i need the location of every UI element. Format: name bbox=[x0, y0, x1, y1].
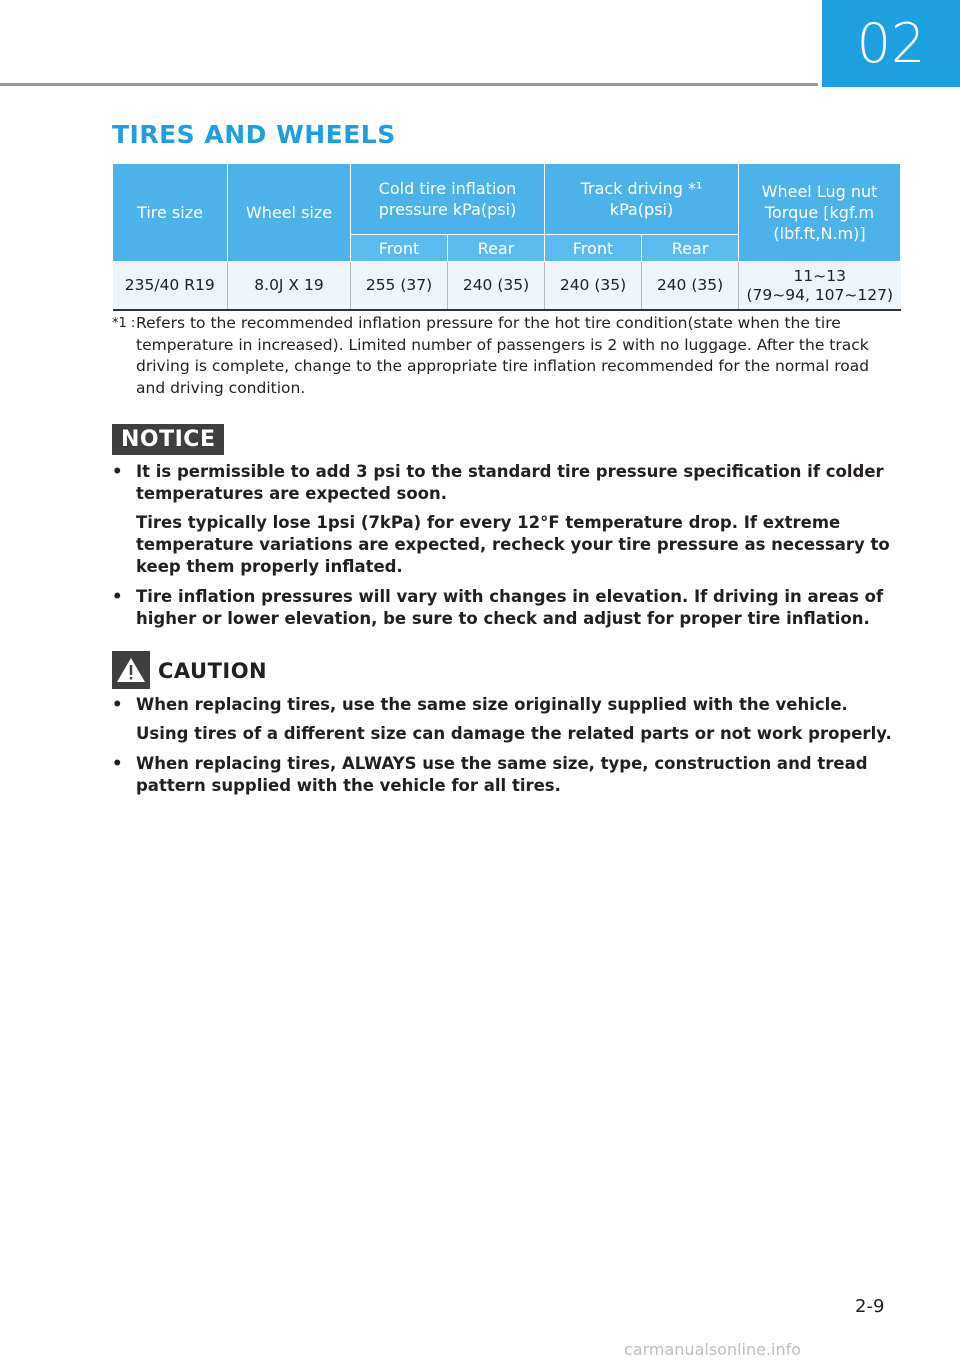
caution-list bbox=[112, 694, 902, 805]
header-lug-nut-torque: Wheel Lug nut Torque [kgf.m (lbf.ft,N.m)] bbox=[739, 164, 901, 262]
header-wheel-size: Wheel size bbox=[228, 164, 351, 262]
torque-lbf-nm: (79~94, 107~127) bbox=[746, 285, 894, 304]
cell-tire-size: 235/40 R19 bbox=[113, 262, 228, 311]
tire-spec-table bbox=[112, 163, 901, 311]
caution-title: CAUTION bbox=[158, 659, 268, 683]
list-item bbox=[112, 586, 902, 630]
bullet-icon: • bbox=[112, 695, 123, 714]
footnote-mark: *1 : bbox=[112, 316, 136, 331]
header-cold-front: Front bbox=[351, 235, 448, 262]
header-cold-tire: Cold tire inflation pressure kPa(psi) bbox=[351, 164, 545, 235]
bullet-icon: • bbox=[112, 587, 123, 606]
bullet-icon: • bbox=[112, 754, 123, 773]
notice-badge: NOTICE bbox=[112, 424, 224, 455]
header-rule bbox=[0, 83, 818, 86]
footnote-text: Refers to the recommended inflation pressure for the hot tire condition(state when the tire temperature in increased). Limited number of passengers is 2 with no luggage. After the track driving is complete, change to the appropriate tire inflation recommended for the normal road and driving condition. bbox=[136, 314, 870, 397]
bullet-icon: • bbox=[112, 462, 123, 481]
notice-item-2: Tire inflation pressures will vary with changes in elevation. If driving in areas of higher or lower elevation, be sure to check and adjust for proper tire inflation. bbox=[136, 587, 884, 628]
header-track-front: Front bbox=[545, 235, 642, 262]
list-item bbox=[112, 753, 902, 797]
cell-cold-front: 255 (37) bbox=[351, 262, 448, 311]
section-title: TIRES AND WHEELS bbox=[112, 120, 396, 149]
list-item bbox=[112, 694, 902, 745]
table-row bbox=[113, 262, 901, 311]
caution-item-1: When replacing tires, use the same size originally supplied with the vehicle. bbox=[136, 695, 848, 714]
watermark: carmanualsonline.info bbox=[624, 1340, 802, 1359]
footnote bbox=[112, 313, 902, 399]
cell-track-rear: 240 (35) bbox=[642, 262, 739, 311]
torque-kgf: 11~13 bbox=[793, 266, 846, 285]
caution-item-2: When replacing tires, ALWAYS use the same size, type, construction and tread pattern supplied with the vehicle for all tires. bbox=[136, 754, 868, 795]
header-cold-rear: Rear bbox=[448, 235, 545, 262]
cell-track-front: 240 (35) bbox=[545, 262, 642, 311]
list-item bbox=[112, 461, 902, 578]
header-track-driving: Track driving *¹ kPa(psi) bbox=[545, 164, 739, 235]
notice-item-1-detail: Tires typically lose 1psi (7kPa) for every 12°F temperature drop. If extreme temperature variations are expected, recheck your tire pressure as necessary to keep them properly inflated. bbox=[136, 513, 890, 576]
caution-item-1-detail: Using tires of a different size can damage the related parts or not work properly. bbox=[136, 724, 892, 743]
notice-list bbox=[112, 461, 902, 638]
cell-cold-rear: 240 (35) bbox=[448, 262, 545, 311]
cell-torque bbox=[739, 262, 901, 311]
header-tire-size: Tire size bbox=[113, 164, 228, 262]
notice-item-1: It is permissible to add 3 psi to the standard tire pressure specification if colder temperatures are expected soon. bbox=[136, 462, 884, 503]
page-number: 2-9 bbox=[855, 1296, 885, 1317]
header-track-rear: Rear bbox=[642, 235, 739, 262]
cell-wheel-size: 8.0J X 19 bbox=[228, 262, 351, 311]
chapter-tab: 02 bbox=[822, 0, 960, 87]
warning-triangle-icon bbox=[112, 651, 150, 689]
